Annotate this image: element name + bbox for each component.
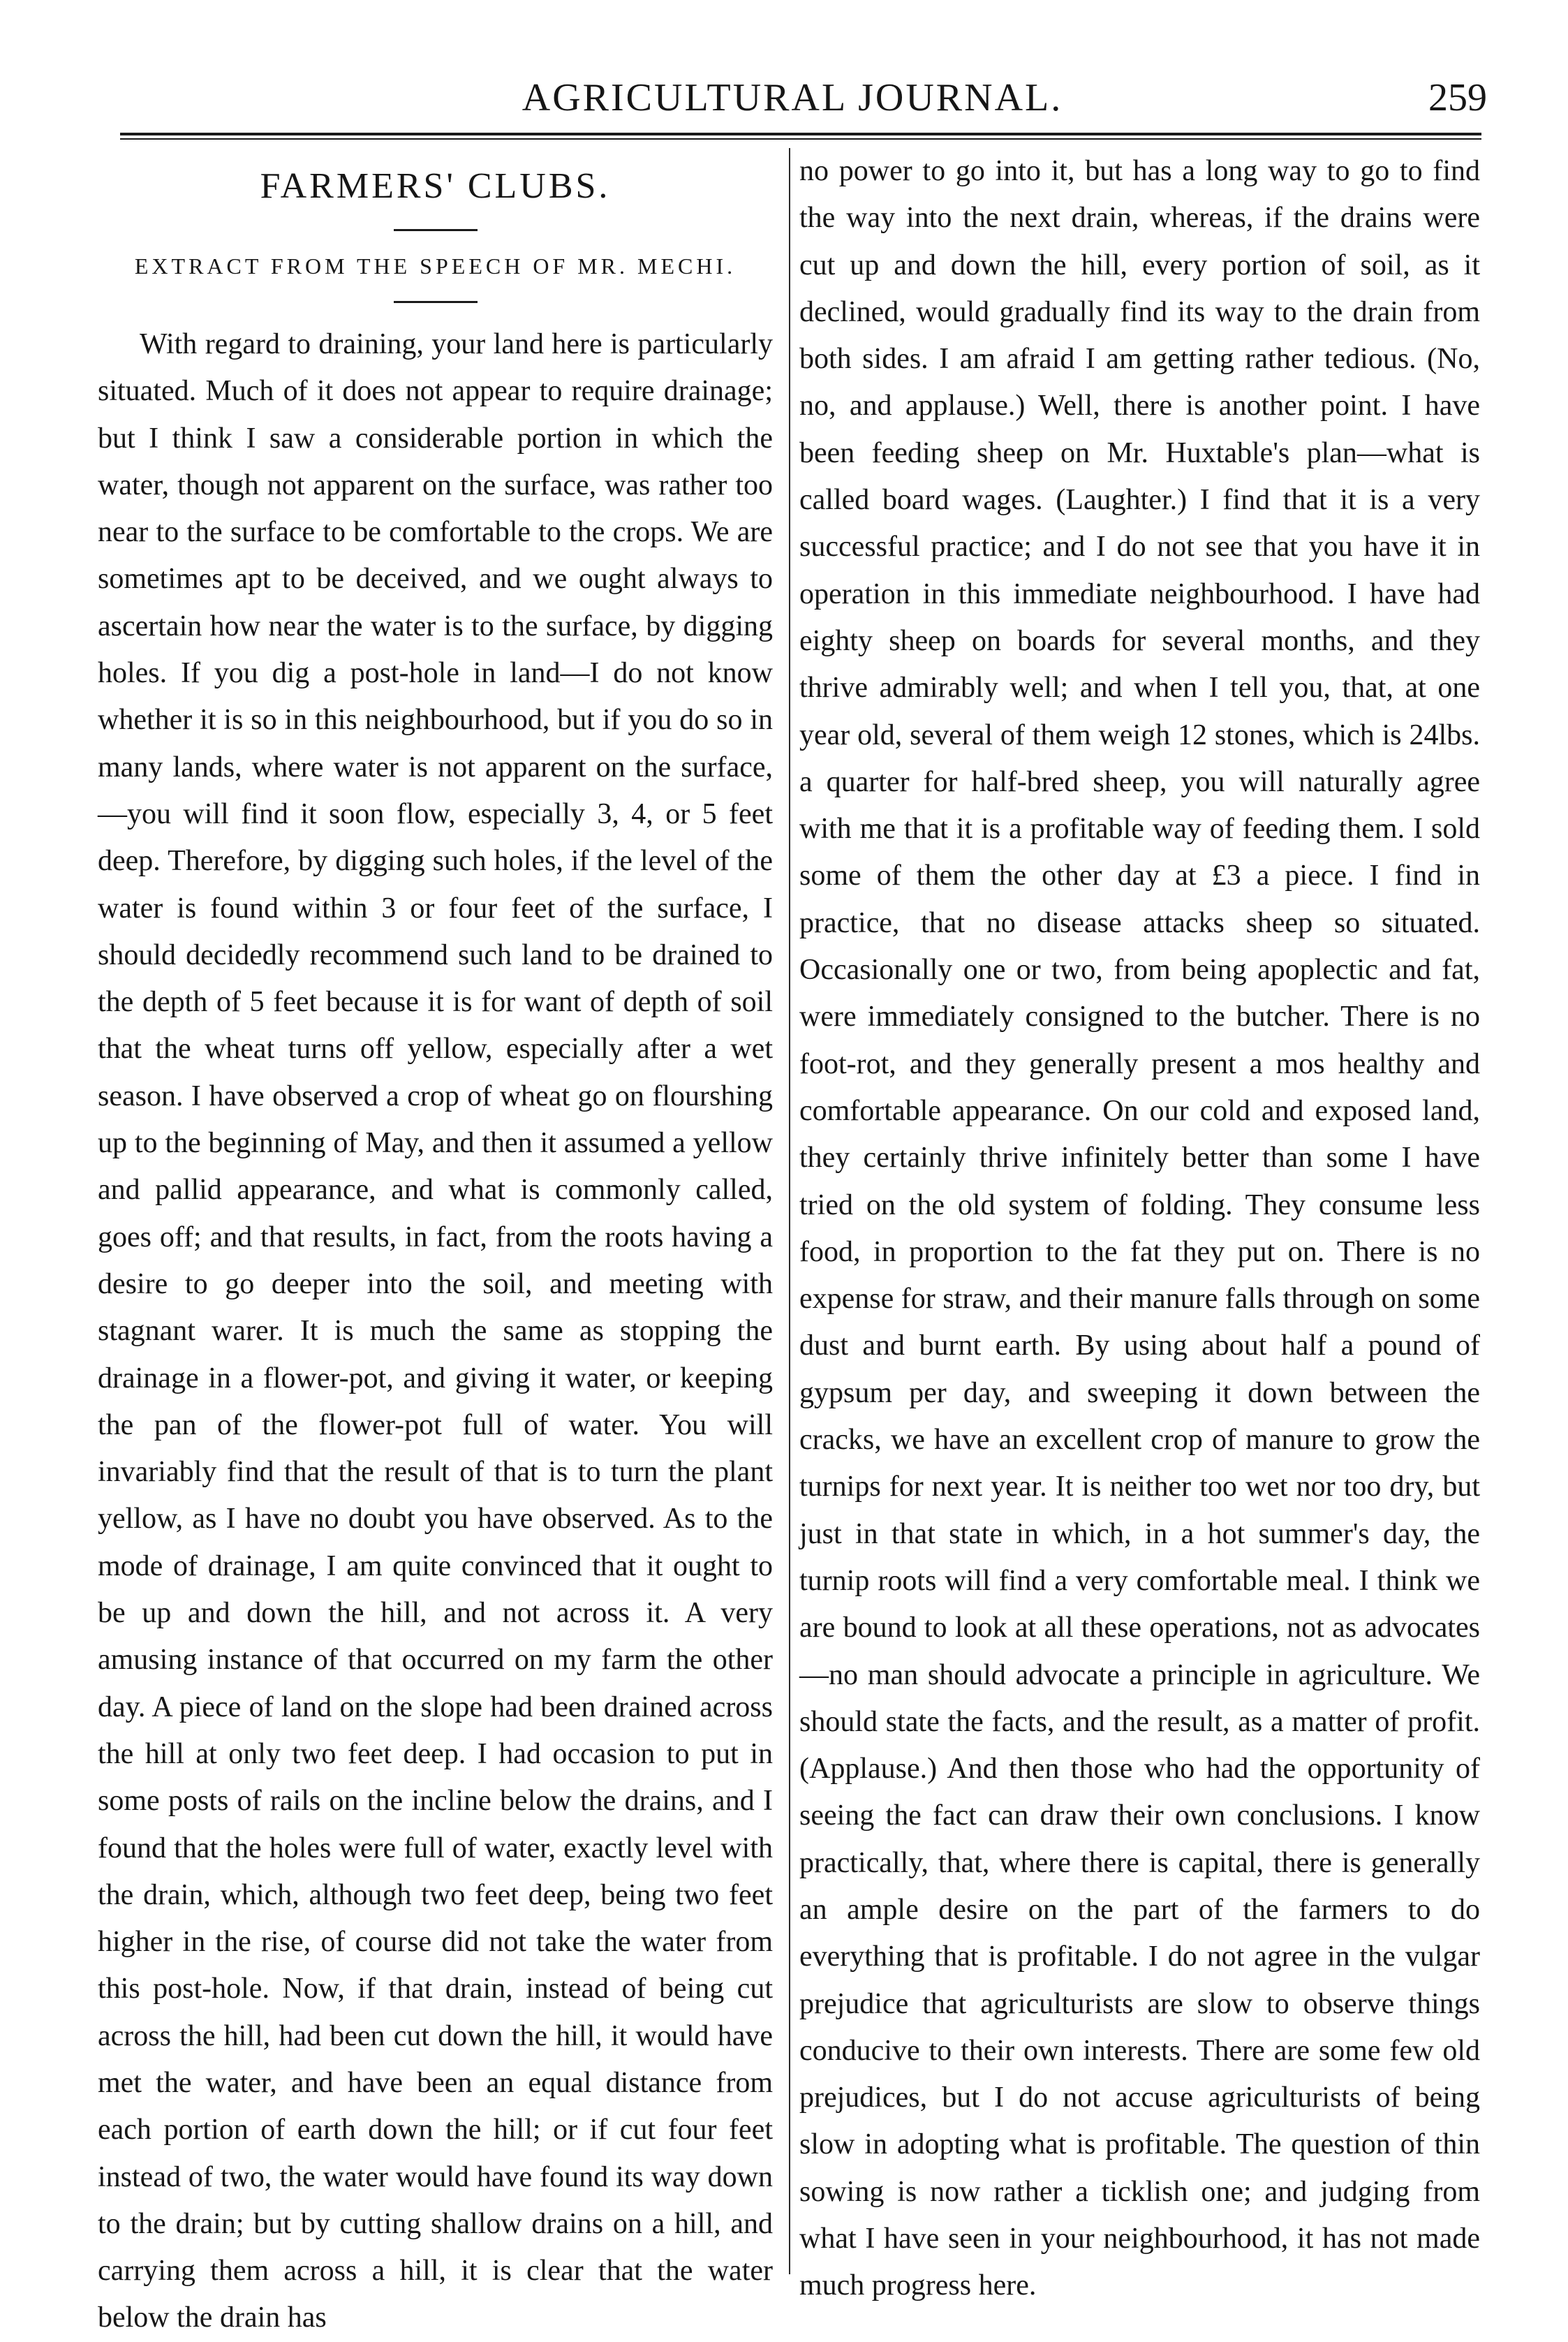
title-rule [394,229,478,231]
article-title: FARMERS' CLUBS. [260,166,611,206]
right-column-text: no power to go into it, but has a long way to go to find the way into the next drain, whereas, if the drains were cut up and down the hill, every portion of soil, as it declined, would gradually find its way to the drain from both sides. I am afraid I am getting rather tedious. (No, no, and applause.) Well, there is another point. I have been feeding sheep on Mr. Huxtable's plan—what is called board wages. (Laughter.) I find that it is a very successful practice; and I do not see that you have it in operation in this immediate neighbourhood. I have had eighty sheep on boards for several months, and they thrive admirably well; and when I tell you, that, at one year old, several of them weigh 12 stones, which is 24lbs. a quarter for half-bred sheep, you will naturally agree with me that it is a profitable way of feeding them. I sold some of them the other day at £3 a piece. I find in practice, that no disease attacks sheep so situated. Occasionally one or two, from being apoplectic and fat, were immediately consigned to the butcher. There is no foot-rot, and they generally present a mos healthy and comfortable appearance. On our cold and exposed land, they certainly thrive infinitely better than some I have tried on the old system of folding. They consume less food, in proportion to the fat they put on. There is no expense for straw, and their manure falls through on some dust and burnt earth. By using about half a pound of gypsum per day, and sweeping it down between the cracks, we have an excellent crop of manure to grow the turnips for next year. It is neither too wet nor too dry, but just in that state in which, in a hot summer's day, the turnip roots will find a very comfortable meal. I think we are bound to look at all these operations, not as advocates—no man should advocate a principle in agriculture. We should state the facts, and the result, as a matter of profit. (Applause.) And then those who had the opportunity of seeing the fact can draw their own conclusions. I know practically, that, where there is capital, there is generally an ample desire on the part of the farmers to do everything that is profitable. I do not agree in the vulgar prejudice that agriculturists are slow to observe things conducive to their own interests. There are some few old prejudices, but I do not accuse agriculturists of being slow in adopting what is profitable. The question of thin sowing is now rather a ticklish one; and judging from what I have seen in your neighbourhood, it has not made much progress here. [799,155,1480,2302]
left-column-text: With regard to draining, your land here is particularly situated. Much of it does not appear to require drainage; but I think I saw a considerable portion in which the water, though not apparent on the surface, was rather too near to the surface to be comfortable to the crops. We are sometimes apt to be deceived, and we ought always to ascertain how near the water is to the surface, by digging holes. If you dig a post-hole in land—I do not know whether it is so in this neighbourhood, but if you do so in many lands, where water is not apparent on the surface,—you will find it soon flow, especially 3, 4, or 5 feet deep. Therefore, by digging such holes, if the level of the water is found within 3 or four feet of the surface, I should decidedly recommend such land to be drained to the depth of 5 feet because it is for want of depth of soil that the wheat turns off yellow, especially after a wet season. I have observed a crop of wheat go on flourshing up to the beginning of May, and then it assumed a yellow and pallid appearance, and what is commonly called, goes off; and that results, in fact, from the roots having a desire to go deeper into the soil, and meeting with stagnant warer. It is much the same as stopping the drainage in a flower-pot, and giving it water, or keeping the pan of the flower-pot full of water. You will invariably find that the result of that is to turn the plant yellow, as I have no doubt you have observed. As to the mode of drainage, I am quite convinced that it ought to be up and down the hill, and not across it. A very amusing instance of that occurred on my farm the other day. A piece of land on the slope had been drained across the hill at only two feet deep. I had occasion to put in some posts of rails on the incline below the drains, and I found that the holes were full of water, exactly level with the drain, which, although two feet deep, being two feet higher in the rise, of course did not take the water from this post-hole. Now, if that drain, instead of being cut across the hill, had been cut down the hill, it would have met the water, and have been an equal distance from each portion of earth down the hill; or if cut four feet instead of two, the water would have found its way down to the drain; but by cutting shallow drains on a hill, and carrying them across a hill, it is clear that the water below the drain has [98,328,773,2334]
right-column [799,148,1480,2302]
article-subtitle: EXTRACT FROM THE SPEECH OF MR. MECHI. [134,253,737,279]
subtitle-rule [394,301,478,303]
left-column [98,148,778,2334]
running-title: AGRICULTURAL JOURNAL. [522,76,1063,119]
running-head [98,70,1487,126]
column-divider [789,148,790,2274]
header-rule-thick [120,133,1481,135]
header-rule-thin [120,138,1481,140]
page-number: 259 [1428,76,1487,119]
